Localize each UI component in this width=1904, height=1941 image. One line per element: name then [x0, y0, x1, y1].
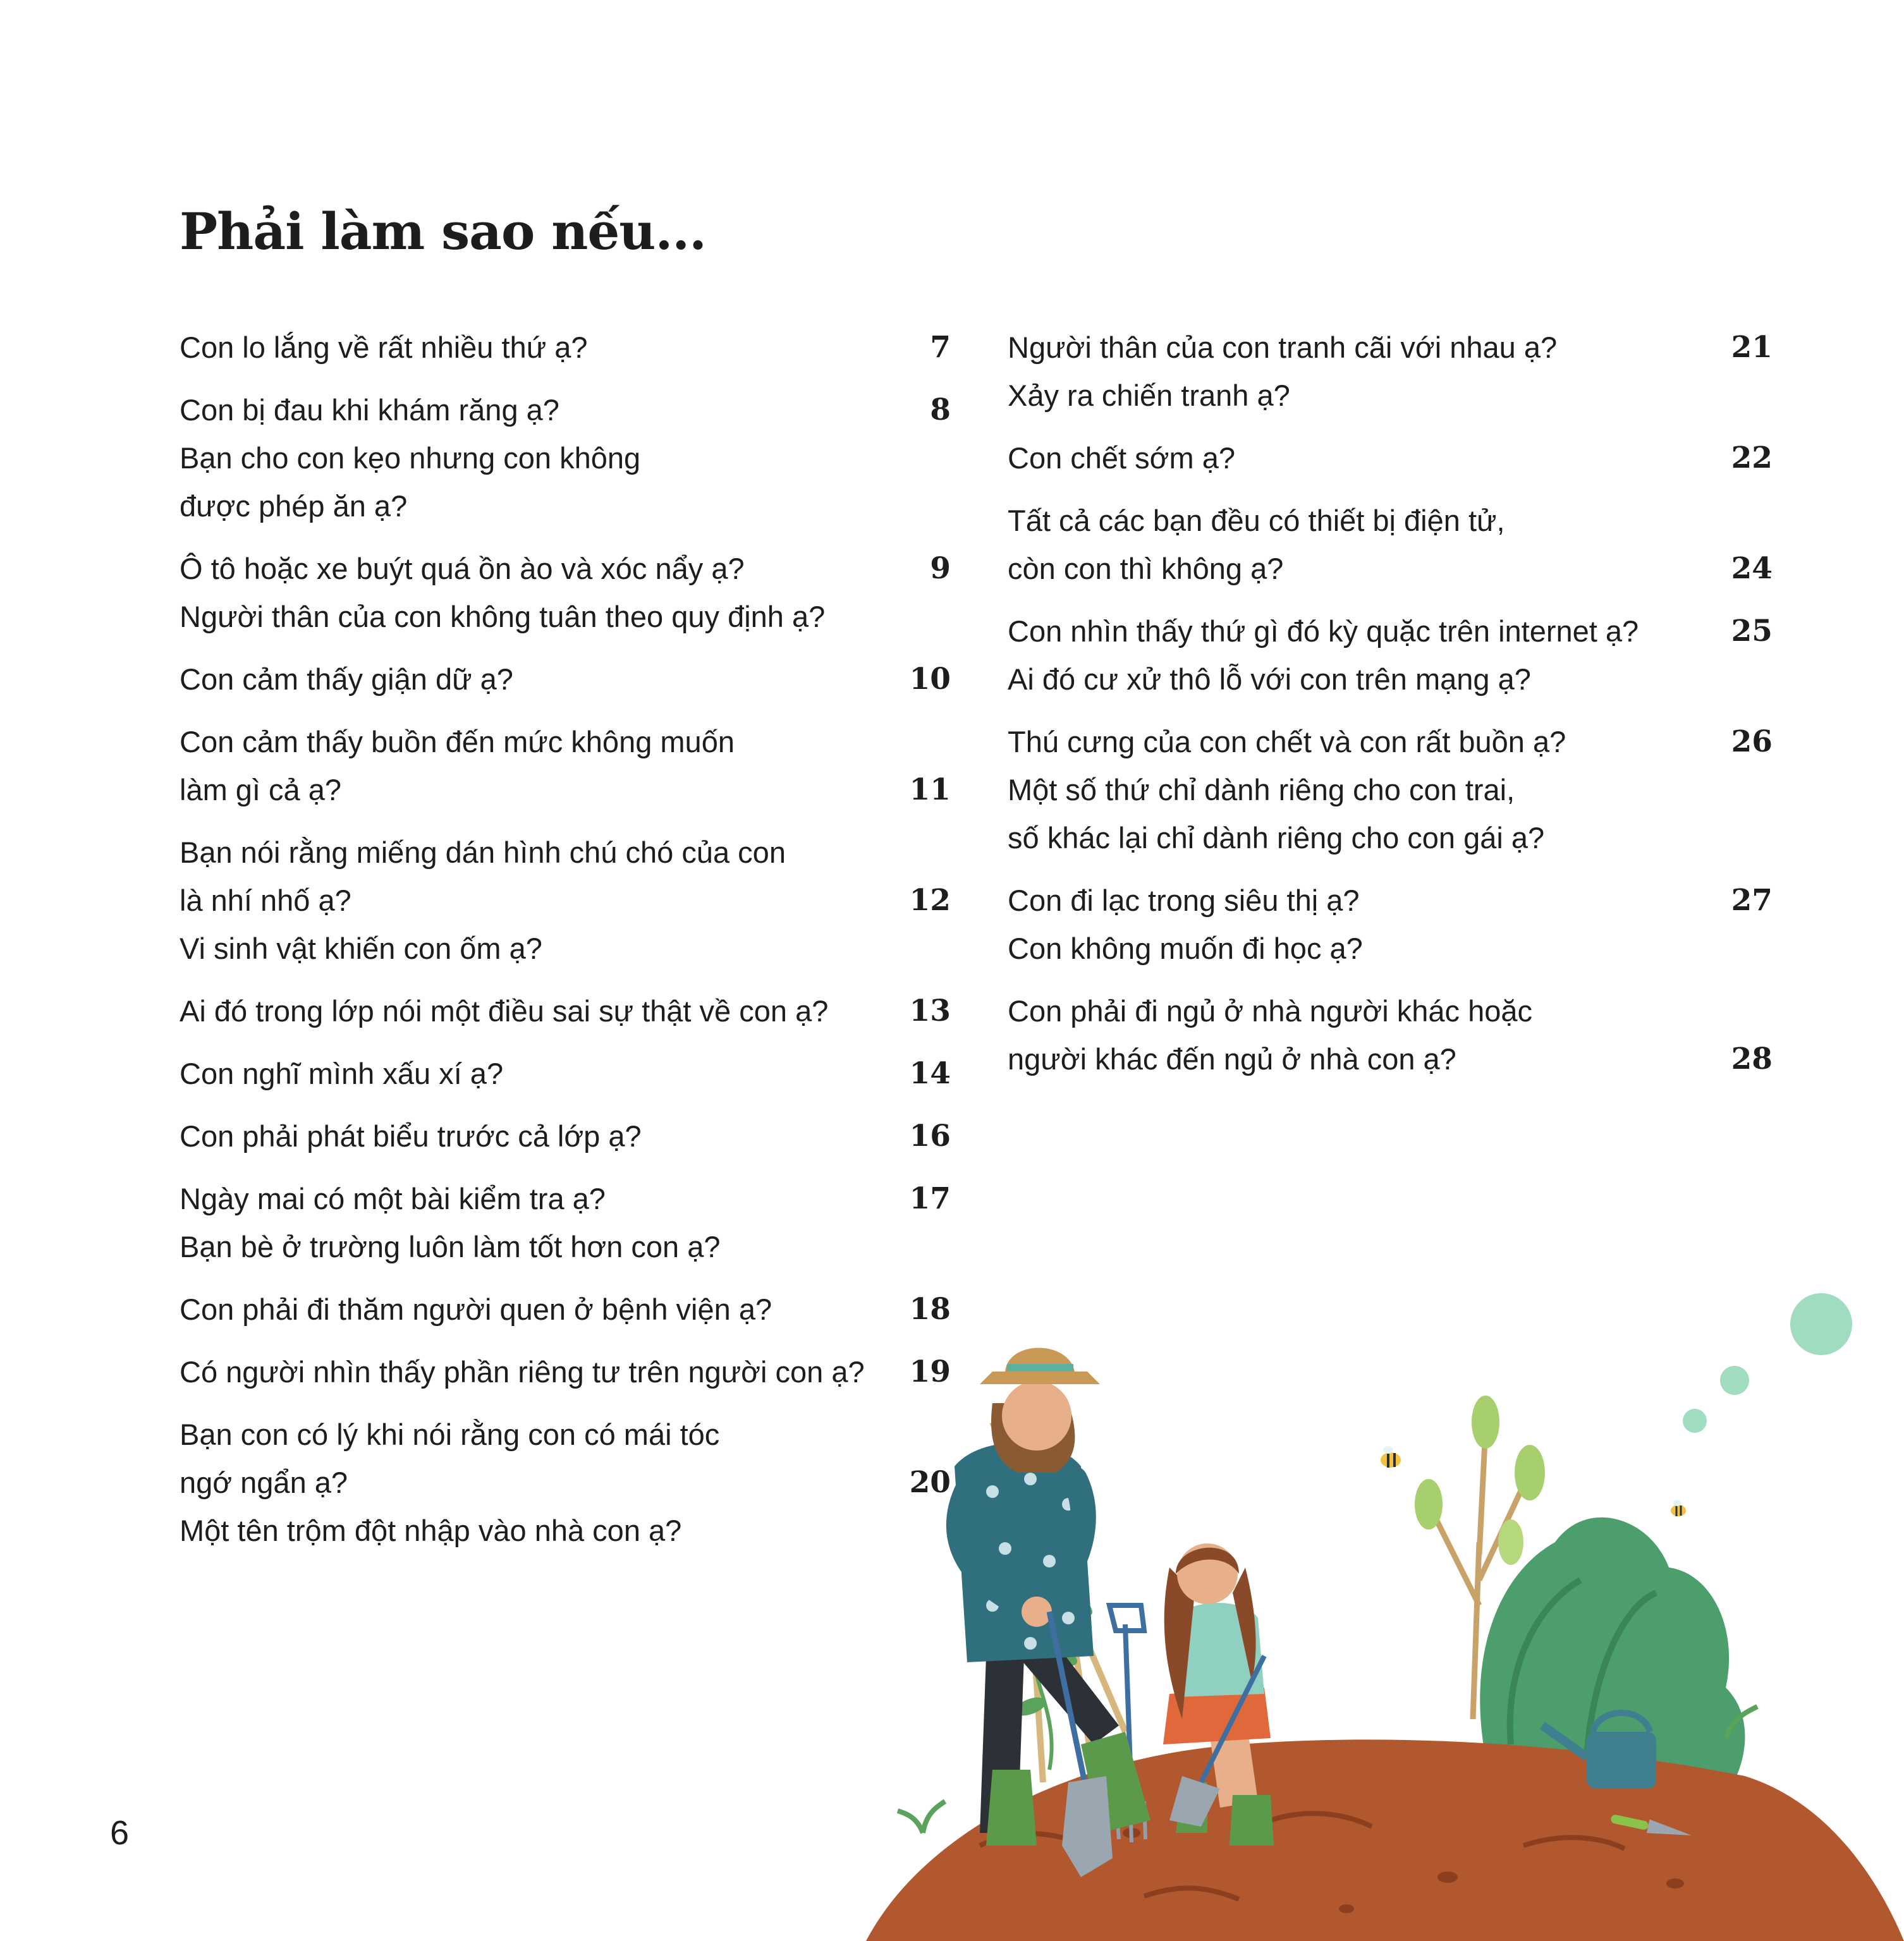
- adult-figure: [955, 1348, 1150, 1846]
- toc-question: Con cảm thấy buồn đến mức không muốn: [180, 725, 735, 758]
- toc-question: Con phải phát biểu trước cả lớp ạ?: [180, 1119, 642, 1153]
- toc-entry: [180, 1050, 951, 1098]
- toc-question: làm gì cả ạ?: [180, 773, 342, 806]
- toc-question: Một số thứ chỉ dành riêng cho con trai,: [1008, 773, 1515, 806]
- toc-line: [180, 877, 951, 925]
- toc-question: Con bị đau khi khám răng ạ?: [180, 393, 559, 427]
- toc-line: [180, 718, 951, 766]
- toc-line: [1008, 434, 1773, 482]
- toc-question: Vi sinh vật khiến con ốm ạ?: [180, 932, 542, 965]
- toc-line: [180, 434, 951, 482]
- toc-question: ngớ ngẩn ạ?: [180, 1466, 348, 1499]
- toc-line: [1008, 497, 1773, 545]
- toc-page-number: 19: [909, 1354, 951, 1389]
- toc-line: [180, 925, 951, 973]
- page-title: Phải làm sao nếu...: [180, 202, 706, 261]
- toc-page-number: 9: [930, 551, 951, 586]
- toc-question: Tất cả các bạn đều có thiết bị điện tử,: [1008, 504, 1505, 537]
- toc-entry: [1008, 607, 1773, 703]
- toc-question: số khác lại chỉ dành riêng cho con gái ạ?: [1008, 821, 1545, 855]
- toc-line: [180, 482, 951, 530]
- toc-entry: [180, 545, 951, 641]
- toc-line: [1008, 607, 1773, 655]
- toc-question: là nhí nhố ạ?: [180, 884, 351, 917]
- toc-entry: [180, 655, 951, 703]
- toc-question: Con phải đi ngủ ở nhà người khác hoặc: [1008, 994, 1532, 1028]
- toc-line: [1008, 987, 1773, 1035]
- toc-entry: [1008, 324, 1773, 420]
- toc-line: [180, 593, 951, 641]
- page-number: 6: [110, 1814, 130, 1852]
- toc-line: [1008, 324, 1773, 372]
- toc-entry: [180, 1175, 951, 1271]
- toc-question: Con chết sớm ạ?: [1008, 441, 1235, 475]
- toc-question: Người thân của con không tuân theo quy định ạ?: [180, 600, 826, 633]
- toc-page-number: 7: [930, 330, 951, 365]
- toc-question: Ai đó cư xử thô lỗ với con trên mạng ạ?: [1008, 662, 1531, 696]
- toc-question: Ai đó trong lớp nói một điều sai sự thật về con ạ?: [180, 994, 829, 1028]
- toc-line: [180, 655, 951, 703]
- toc-question: Bạn bè ở trường luôn làm tốt hơn con ạ?: [180, 1230, 721, 1263]
- toc-page-number: 21: [1731, 330, 1773, 365]
- toc-question: Thú cưng của con chết và con rất buồn ạ?: [1008, 725, 1566, 758]
- toc-entry: [180, 718, 951, 814]
- toc-question: Con nhìn thấy thứ gì đó kỳ quặc trên internet ạ?: [1008, 614, 1639, 648]
- toc-page-number: 8: [930, 392, 951, 427]
- toc-page-number: 17: [909, 1181, 951, 1216]
- toc-entry: [1008, 434, 1773, 482]
- toc-entry: [180, 324, 951, 372]
- toc-question: Có người nhìn thấy phần riêng tư trên người con ạ?: [180, 1355, 865, 1389]
- toc-line: [1008, 877, 1773, 925]
- toc-page-number: 28: [1731, 1042, 1773, 1076]
- toc-line: [1008, 814, 1773, 862]
- toc-line: [1008, 1035, 1773, 1083]
- toc-line: [1008, 545, 1773, 593]
- toc-question: Con đi lạc trong siêu thị ạ?: [1008, 884, 1360, 917]
- toc-question: Bạn cho con kẹo nhưng con không: [180, 441, 641, 475]
- toc-question: Con phải đi thăm người quen ở bệnh viện ạ?: [180, 1293, 772, 1326]
- toc-line: [180, 766, 951, 814]
- toc-question: Ô tô hoặc xe buýt quá ồn ào và xóc nẩy ạ?: [180, 552, 745, 585]
- toc-entry: [1008, 718, 1773, 862]
- toc-question: Người thân của con tranh cãi với nhau ạ?: [1008, 331, 1558, 364]
- toc-page-number: 14: [909, 1056, 951, 1091]
- toc-line: [1008, 372, 1773, 420]
- toc-line: [180, 1175, 951, 1223]
- toc-line: [180, 386, 951, 434]
- toc-page-number: 25: [1731, 614, 1773, 648]
- toc-entry: [180, 386, 951, 530]
- toc-question: Xảy ra chiến tranh ạ?: [1008, 379, 1290, 412]
- toc-entry: [1008, 877, 1773, 973]
- toc-page-number: 11: [909, 772, 951, 807]
- toc-entry: [1008, 497, 1773, 593]
- toc-line: [1008, 718, 1773, 766]
- toc-question: Con không muốn đi học ạ?: [1008, 932, 1363, 965]
- toc-page-number: 22: [1731, 441, 1773, 475]
- toc-question: Con nghĩ mình xấu xí ạ?: [180, 1057, 504, 1090]
- toc-question: được phép ăn ạ?: [180, 489, 408, 523]
- toc-page-number: 13: [909, 994, 951, 1028]
- toc-line: [1008, 925, 1773, 973]
- toc-question: Ngày mai có một bài kiểm tra ạ?: [180, 1182, 606, 1215]
- toc-page-number: 20: [909, 1465, 951, 1500]
- toc-line: [180, 1050, 951, 1098]
- toc-line: [180, 1223, 951, 1271]
- toc-question: Con lo lắng về rất nhiều thứ ạ?: [180, 331, 588, 364]
- toc-line: [180, 1112, 951, 1160]
- toc-entry: [1008, 987, 1773, 1083]
- toc-line: [180, 324, 951, 372]
- toc-question: Một tên trộm đột nhập vào nhà con ạ?: [180, 1514, 682, 1547]
- toc-entry: [180, 987, 951, 1035]
- toc-line: [1008, 655, 1773, 703]
- toc-page-number: 12: [909, 883, 951, 918]
- toc-page-number: 10: [909, 662, 951, 697]
- toc-question: người khác đến ngủ ở nhà con ạ?: [1008, 1042, 1456, 1076]
- garden-illustration: [828, 1277, 1904, 1941]
- toc-line: [180, 829, 951, 877]
- toc-column-right: [1008, 324, 1773, 1098]
- toc-line: [1008, 766, 1773, 814]
- toc-entry: [180, 829, 951, 973]
- bee-icon: [1671, 1500, 1686, 1516]
- toc-page-number: 26: [1731, 724, 1773, 759]
- toc-line: [180, 987, 951, 1035]
- toc-question: Bạn nói rằng miếng dán hình chú chó của con: [180, 836, 786, 869]
- toc-page-number: 16: [909, 1119, 951, 1153]
- toc-question: Con cảm thấy giận dữ ạ?: [180, 662, 513, 696]
- toc-page-number: 24: [1731, 551, 1773, 586]
- toc-entry: [180, 1112, 951, 1160]
- toc-question: còn con thì không ạ?: [1008, 552, 1284, 585]
- bee-icon: [1381, 1446, 1401, 1468]
- toc-question: Bạn con có lý khi nói rằng con có mái tóc: [180, 1418, 720, 1451]
- toc-page-number: 18: [909, 1292, 951, 1327]
- toc-line: [180, 545, 951, 593]
- toc-page-number: 27: [1731, 883, 1773, 918]
